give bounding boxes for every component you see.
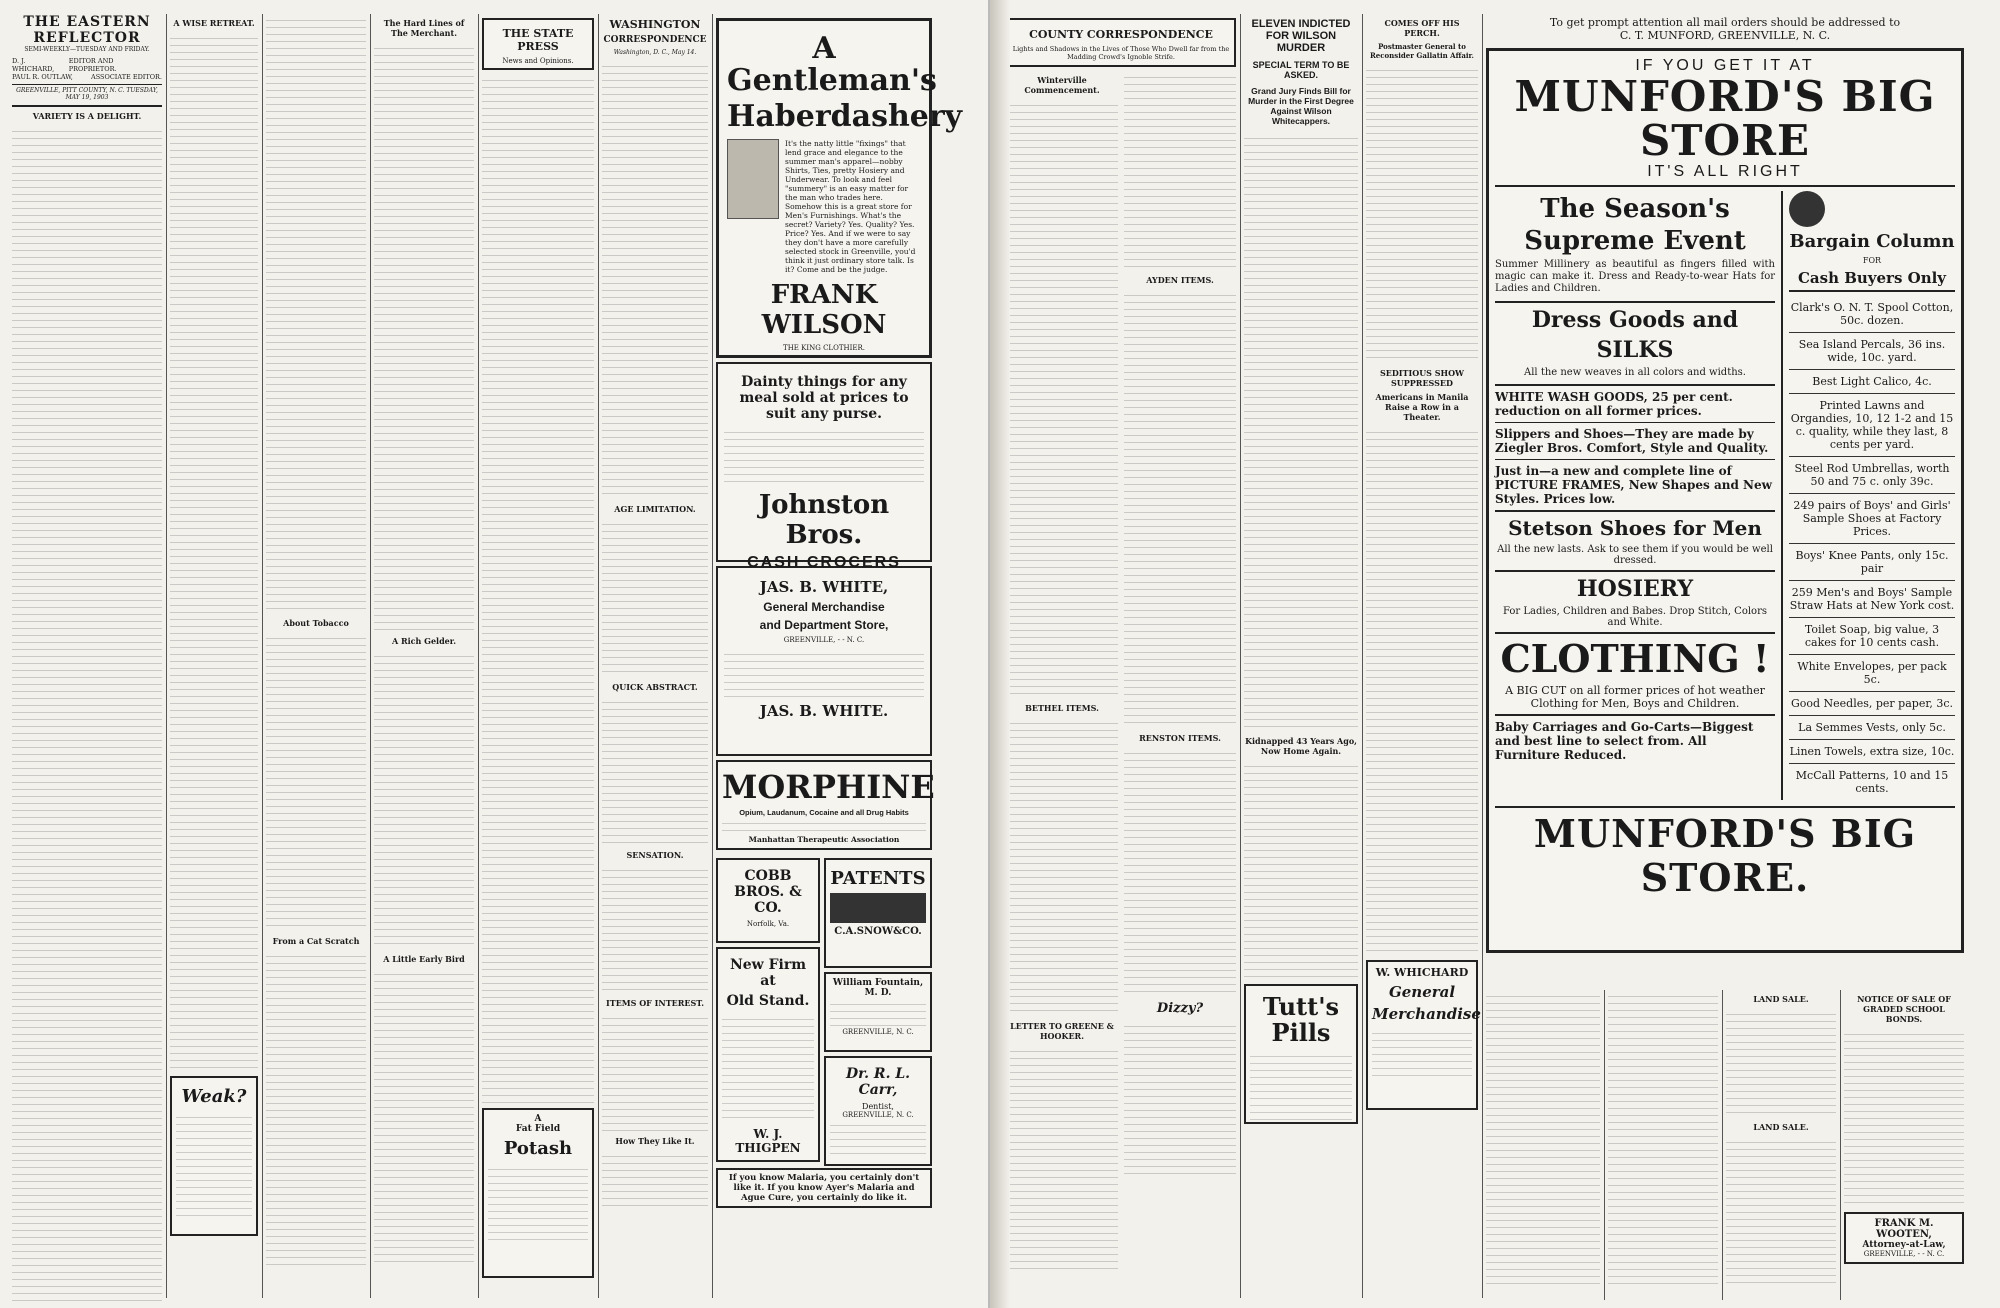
bargain-item: 259 Men's and Boys' Sample Straw Hats at New York cost.: [1789, 581, 1955, 618]
bargain-item: McCall Patterns, 10 and 15 cents.: [1795, 769, 1949, 795]
indian-head-icon: [1789, 191, 1825, 227]
column-3-text-a: [266, 14, 366, 614]
johnston-bros-ad: [716, 362, 932, 571]
frank-wilson-name: FRANK WILSON: [761, 280, 887, 340]
haberdashery-ad: [716, 18, 963, 358]
fountain-ad: [824, 972, 932, 1052]
whichard-line-1: General: [1388, 983, 1456, 1001]
munford-box: [1486, 48, 1964, 953]
washington-dateline: Washington, D. C., May 14.: [613, 49, 697, 56]
cobb-bros-ad: [716, 858, 820, 943]
headline-quick-abstract: QUICK ABSTRACT.: [612, 682, 698, 692]
masthead-subtitle: SEMI-WEEKLY—TUESDAY AND FRIDAY.: [24, 46, 150, 53]
snow-name: C.A.SNOW&CO.: [834, 926, 922, 937]
gentleman-illustration: [727, 139, 779, 219]
potash-ad-line-2: Fat Field: [515, 1124, 561, 1134]
whichard-line-2: Merchandise: [1372, 1005, 1481, 1023]
cobb-city: Norfolk, Va.: [746, 920, 790, 928]
eleven-indicted-title: ELEVEN INDICTED FOR WILSON MURDER: [1251, 18, 1351, 54]
bargain-item: Linen Towels, extra size, 10c.: [1789, 740, 1955, 764]
bargain-item: Good Needles, per paper, 3c.: [1789, 692, 1955, 716]
column-1-text: [12, 125, 162, 1305]
morphine-footer: Manhattan Therapeutic Association: [748, 835, 900, 844]
season-title-1: The Season's: [1540, 194, 1730, 224]
comes-off-perch-title: COMES OFF HIS PERCH.: [1384, 18, 1460, 38]
masthead: [12, 14, 162, 107]
thigpen-name: W. J. THIGPEN: [735, 1127, 801, 1155]
bargain-item: Printed Lawns and Organdies, 10, 12 1-2 and 15 c. quality, while they last, 8 cents per yard.: [1789, 394, 1955, 457]
headline-ayden: AYDEN ITEMS.: [1146, 275, 1214, 285]
morphine-ad: [716, 760, 935, 850]
column-6: [602, 14, 708, 1298]
whichard-name: W. WHICHARD: [1375, 966, 1469, 979]
headline-bethel: BETHEL ITEMS.: [1025, 703, 1099, 713]
dress-goods-body: All the new weaves in all colors and widths.: [1524, 367, 1746, 378]
picture-frames: Just in—a new and complete line of PICTURE FRAMES, New Shapes and New Styles. Prices low.: [1495, 464, 1772, 506]
headline-how-they-like-it: How They Like It.: [615, 1136, 695, 1146]
cobb-name: COBB BROS. & CO.: [734, 868, 802, 916]
bargain-sub-2: Cash Buyers Only: [1789, 269, 1955, 292]
ads-column: [716, 14, 963, 1298]
editor-1-name: D. J. WHICHARD,: [12, 57, 55, 73]
headline-from-cat-scratch: From a Cat Scratch: [272, 936, 360, 946]
bargain-item: Toilet Soap, big value, 3 cakes for 10 cents cash.: [1789, 618, 1955, 655]
wooten-role: Attorney-at-Law,: [1862, 1240, 1946, 1250]
clothing-title: CLOTHING !: [1500, 636, 1770, 681]
munford-addressee: C. T. MUNFORD, GREENVILLE, N. C.: [1619, 29, 1831, 42]
column-5: [482, 14, 594, 1298]
clothing-body: A BIG CUT on all former prices of hot weather Clothing for Men, Boys and Children.: [1505, 684, 1765, 710]
haberdashery-title-2: Haberdashery: [727, 99, 963, 134]
slippers-shoes: Slippers and Shoes—They are made by Ziegler Bros. Comfort, Style and Quality.: [1495, 427, 1769, 455]
graded-school-notice: NOTICE OF SALE OF GRADED SCHOOL BONDS.: [1857, 994, 1951, 1024]
headline-about-tobacco: About Tobacco: [283, 618, 349, 628]
frank-wilson-tagline: THE KING CLOTHIER.: [783, 344, 865, 352]
jas-white-signature: JAS. B. WHITE.: [759, 702, 889, 720]
county-correspondence: [1006, 14, 1236, 1298]
wooten-name: FRANK M. WOOTEN,: [1874, 1218, 1934, 1240]
patents-title: PATENTS: [830, 868, 926, 889]
munford-top-note: To get prompt attention all mail orders should be addressed to: [1549, 16, 1901, 29]
jas-white-line-2: and Department Store,: [759, 618, 889, 632]
wooten-ad: [1844, 1212, 1964, 1264]
new-firm-title-2: Old Stand.: [726, 993, 810, 1009]
headline-letter-greene: LETTER TO GREENE & HOOKER.: [1010, 1021, 1114, 1041]
column-4: [374, 14, 474, 1298]
land-sale-1: LAND SALE.: [1753, 994, 1809, 1004]
masthead-title: THE EASTERN REFLECTOR: [23, 14, 151, 46]
dress-goods-2: SILKS: [1596, 337, 1674, 363]
headline-variety: VARIETY IS A DELIGHT.: [32, 111, 142, 121]
season-title-2: Supreme Event: [1524, 226, 1746, 256]
potash-ad-title: Potash: [503, 1138, 573, 1159]
dress-goods-1: Dress Goods and: [1531, 307, 1739, 333]
bargain-item: Steel Rod Umbrellas, worth 50 and 75 c. only 39c.: [1789, 457, 1955, 494]
potash-ad-line-1: A: [534, 1114, 542, 1124]
bargain-item: Best Light Calico, 4c.: [1789, 370, 1955, 394]
jas-white-ad: [716, 566, 932, 756]
morphine-title: MORPHINE: [722, 768, 935, 806]
morphine-subtitle: Opium, Laudanum, Cocaine and all Drug Habits: [739, 808, 909, 817]
eleven-indicted-sub-2: Grand Jury Finds Bill for Murder in the First Degree Against Wilson Whitecappers.: [1248, 86, 1354, 126]
white-wash-goods: WHITE WASH GOODS, 25 per cent. reduction on all former prices.: [1495, 390, 1733, 418]
carr-ad: [824, 1056, 932, 1166]
patents-ad: [824, 858, 932, 968]
column-2-text: [170, 32, 258, 1072]
potash-ad: [482, 1108, 594, 1278]
fountain-name: William Fountain, M. D.: [832, 978, 924, 998]
page-gutter: [990, 0, 1010, 1308]
munford-ad: [1486, 14, 1964, 978]
bargain-item: Clark's O. N. T. Spool Cotton, 50c. dozen.: [1789, 296, 1955, 333]
johnston-tagline: CASH CROCERS: [747, 554, 901, 571]
county-subtitle: Lights and Shadows in the Lives of Those Who Dwell far from the Madding Crowd's Ignoble Strife.: [1012, 45, 1230, 61]
column-2: [170, 14, 258, 1298]
dizzy-headline: Dizzy?: [1156, 1001, 1204, 1016]
hosiery-title: HOSIERY: [1576, 576, 1694, 602]
washington-title: WASHINGTON: [609, 18, 701, 31]
bargain-item: 249 pairs of Boys' and Girls' Sample Shoes at Factory Prices.: [1789, 494, 1955, 544]
hosiery-body: For Ladies, Children and Babes. Drop Stitch, Colors and White.: [1503, 606, 1767, 628]
bargain-item: White Envelopes, per pack 5c.: [1789, 655, 1955, 692]
washington-subtitle: CORRESPONDENCE: [603, 35, 707, 45]
new-firm-ad: [716, 947, 820, 1162]
headline-hard-lines: The Hard Lines of The Merchant.: [383, 18, 465, 38]
state-press-title: THE STATE PRESS: [502, 27, 574, 53]
headline-renston: RENSTON ITEMS.: [1139, 733, 1221, 743]
headline-little-early-bird: A Little Early Bird: [383, 954, 465, 964]
masthead-dateline: GREENVILLE, PITT COUNTY, N. C. TUESDAY, MAY 19, 1903: [12, 84, 162, 101]
sedition-title: SEDITIOUS SHOW SUPPRESSED: [1379, 368, 1465, 388]
column-eleven-indicted: [1244, 14, 1358, 1298]
editor-1-role: EDITOR AND PROPRIETOR.: [68, 57, 117, 73]
carr-name: Dr. R. L. Carr,: [845, 1066, 911, 1098]
bottom-notices: [1486, 990, 1964, 1300]
state-press-subtitle: News and Opinions.: [502, 57, 574, 65]
ayer-malaria-ad: If you know Malaria, you certainly don't like it. If you know Ayer's Malaria and Ague Cure, you certainly do like it.: [716, 1168, 932, 1208]
fountain-city: GREENVILLE, N. C.: [842, 1028, 914, 1036]
kidnapped-headline: Kidnapped 43 Years Ago, Now Home Again.: [1245, 736, 1357, 756]
munford-footer: MUNFORD'S BIG STORE.: [1495, 806, 1955, 900]
bargain-column: [1781, 191, 1955, 800]
weak-ad-title: Weak?: [181, 1086, 247, 1107]
bargain-title: Bargain Column: [1789, 231, 1955, 252]
right-page: [990, 0, 2000, 1308]
column-perch: [1366, 14, 1481, 1298]
column-3: [266, 14, 366, 1298]
bargain-item: Boys' Knee Pants, only 15c. pair: [1789, 544, 1955, 581]
bargain-sub-1: FOR: [1862, 256, 1882, 265]
munford-tagline: IT'S ALL RIGHT: [1495, 163, 1955, 187]
headline-sensation: SENSATION.: [626, 850, 684, 860]
land-sale-2: LAND SALE.: [1753, 1122, 1809, 1132]
tutts-pills-ad: [1244, 984, 1358, 1124]
sedition-sub: Americans in Manila Raise a Row in a Theater.: [1375, 392, 1469, 422]
county-title: COUNTY CORRESPONDENCE: [1029, 28, 1213, 41]
bargain-item: La Semmes Vests, only 5c.: [1789, 716, 1955, 740]
munford-line-1: IF YOU GET IT AT: [1635, 57, 1815, 74]
comes-off-perch-sub: Postmaster General to Reconsider Gallatin Affair.: [1369, 42, 1474, 60]
carr-city: GREENVILLE, N. C.: [842, 1111, 914, 1119]
state-press-header: [482, 18, 594, 70]
stetson-body: All the new lasts. Ask to see them if you would be well dressed.: [1497, 544, 1773, 566]
munford-store-name: MUNFORD'S BIG STORE: [1514, 72, 1936, 165]
headline-rich-gelder: A Rich Gelder.: [391, 636, 457, 646]
tutts-title: Tutt's Pills: [1262, 992, 1340, 1047]
headline-age-limitation: AGE LIMITATION.: [614, 504, 696, 514]
left-page: [0, 0, 990, 1308]
jas-white-city: GREENVILLE, - - N. C.: [783, 636, 865, 644]
johnston-name: Johnston Bros.: [758, 490, 890, 550]
headline-winterville: Winterville Commencement.: [1024, 75, 1100, 95]
eleven-indicted-sub-1: SPECIAL TERM TO BE ASKED.: [1252, 60, 1350, 80]
column-1: [12, 14, 162, 1298]
haberdashery-title-1: A Gentleman's: [727, 31, 937, 98]
weak-ad: [170, 1076, 258, 1236]
season-body: Summer Millinery as beautiful as fingers filled with magic can make it. Dress and Ready-to-wear Hats for Ladies and Children.: [1495, 259, 1775, 294]
stetson-title: Stetson Shoes for Men: [1508, 516, 1762, 540]
headline-wise-retreat: A WISE RETREAT.: [173, 18, 255, 28]
jas-white-name: JAS. B. WHITE,: [759, 578, 889, 596]
whichard-ad: [1366, 960, 1481, 1110]
carr-role: Dentist,: [862, 1102, 894, 1111]
headline-items-of-interest: ITEMS OF INTEREST.: [606, 998, 704, 1008]
new-firm-title-1: New Firm at: [729, 957, 807, 989]
county-header: [1006, 18, 1236, 67]
haberdashery-body: It's the natty little "fixings" that lend grace and elegance to the summer man's apparel—nobby Shirts, Ties, pretty Hosiery and Underwear. To look and feel "summery" is an easy matter for the man who trades here. Somehow this is a great store for Men's Furnishings. What's the secret? Variety? Yes. Quality? Yes. Price? Yes. And if we were to say they don't have a more carefully selected stock in Greenville, you'd think it just ordinary store talk. Is it? Come and be the judge.: [785, 139, 916, 274]
johnston-headline: Dainty things for any meal sold at prices to suit any purse.: [739, 374, 909, 422]
editor-2-name: PAUL R. OUTLAW,: [12, 73, 73, 81]
baby-carriages: Baby Carriages and Go-Carts—Biggest and best line to select from. All Furniture Reduced.: [1495, 720, 1754, 762]
jas-white-line-1: General Merchandise: [763, 600, 885, 614]
editor-2-role: ASSOCIATE EDITOR.: [91, 73, 162, 81]
wooten-city: GREENVILLE, - - N. C.: [1863, 1250, 1945, 1258]
bargain-item: Sea Island Percals, 36 ins. wide, 10c. yard.: [1789, 333, 1955, 370]
